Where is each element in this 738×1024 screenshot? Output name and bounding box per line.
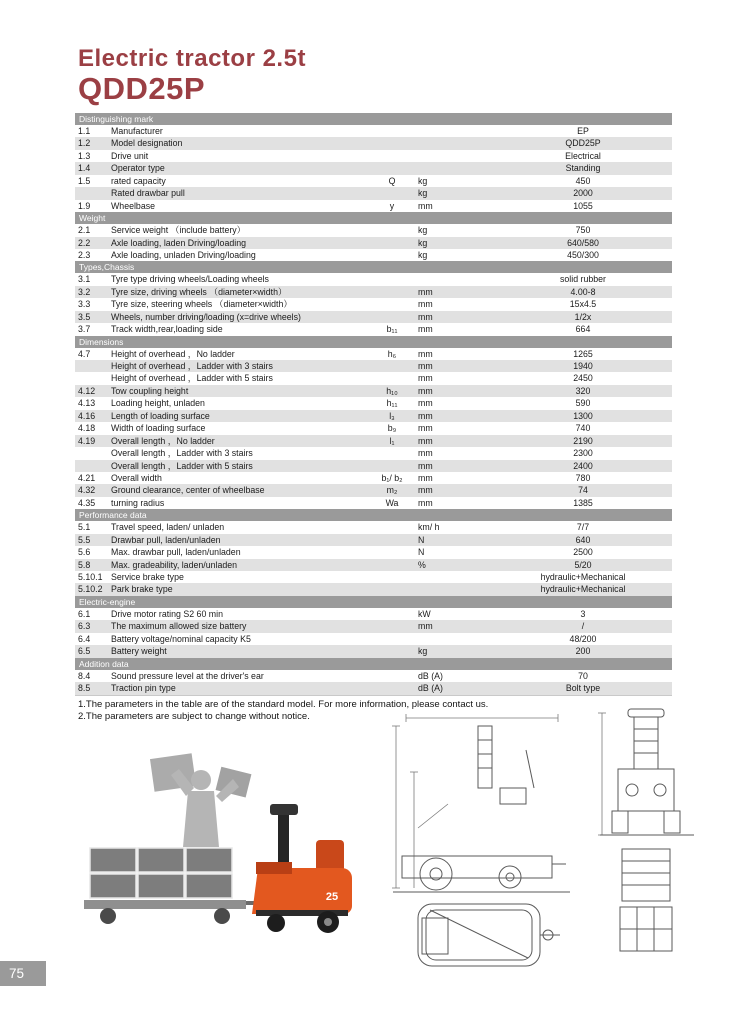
cell-no: 6.5 [78, 646, 91, 657]
cell-unit [418, 125, 494, 137]
cell-sym [366, 372, 418, 384]
cell-sym: h₁₁ [386, 398, 398, 409]
cart-boxes [90, 848, 232, 898]
cell-unit: kg [418, 175, 428, 186]
cell-sym [366, 620, 418, 632]
cell-sym [366, 670, 418, 682]
section-header: Distinguishing mark [75, 113, 672, 125]
cell-no [75, 187, 111, 199]
tractor [252, 804, 352, 933]
section-header: Performance data [75, 509, 672, 521]
cell-unit: mm [418, 348, 433, 359]
cell-desc: Tyre size, driving wheels （diameter×width） [111, 286, 287, 297]
cell-val: 5/20 [574, 559, 592, 570]
cell-sym [366, 521, 418, 533]
cell-val: 1265 [573, 348, 593, 359]
cell-sym [366, 583, 418, 595]
cell-desc: Battery voltage/nominal capacity K5 [111, 633, 251, 644]
cell-sym: Wa [385, 497, 399, 508]
cell-unit: mm [418, 398, 433, 409]
cell-no: 3.7 [78, 324, 91, 335]
table-row [75, 447, 672, 459]
cell-desc: Drive motor rating S2 60 min [111, 608, 223, 619]
cell-sym [366, 187, 418, 199]
cell-no: 1.2 [78, 138, 91, 149]
cell-sym [366, 249, 418, 261]
table-row [75, 397, 672, 409]
cell-unit [418, 137, 494, 149]
cell-unit: kg [418, 249, 428, 260]
cell-no [75, 460, 111, 472]
table-row [75, 645, 672, 657]
cell-val: / [581, 621, 585, 632]
table-row [75, 298, 672, 310]
footnote-line: 2.The parameters are subject to change without notice. [78, 710, 310, 722]
cell-sym [366, 125, 418, 137]
cell-val: 2400 [573, 460, 593, 471]
cell-no: 3.2 [78, 286, 91, 297]
cell-no: 4.13 [78, 398, 96, 409]
cell-val: 2450 [573, 373, 593, 384]
cell-val: 2000 [573, 188, 593, 199]
cell-desc: Max. drawbar pull, laden/unladen [111, 547, 241, 558]
cell-val: 15x4.5 [569, 299, 597, 310]
cell-val: 1940 [573, 361, 593, 371]
cell-unit: mm [418, 385, 433, 396]
cell-no: 5.6 [78, 547, 91, 558]
cell-unit: dB (A) [418, 670, 443, 681]
cell-unit: mm [418, 497, 433, 508]
cell-val: 1385 [573, 497, 593, 508]
table-row [75, 559, 672, 571]
section-header: Electric-engine [75, 596, 672, 608]
dimension-lines [598, 713, 606, 835]
cell-unit [418, 150, 494, 162]
table-row [75, 200, 672, 212]
cell-sym: y [389, 200, 395, 211]
cell-val: 4.00-8 [570, 286, 596, 297]
cell-no: 6.1 [78, 608, 91, 619]
table-row [75, 670, 672, 682]
cell-unit: mm [418, 460, 433, 471]
cell-unit: mm [418, 410, 433, 421]
cell-no: 3.3 [78, 299, 91, 310]
cell-desc: Manufacturer [111, 126, 163, 136]
battery-views [620, 849, 672, 951]
cell-desc: Wheels, number driving/loading (x=drive wheels) [111, 311, 301, 322]
cell-sym: b₁/ b₂ [381, 472, 403, 483]
cell-val: 640/580 [567, 237, 599, 248]
cell-unit: mm [418, 435, 433, 446]
cell-val: 1055 [573, 200, 593, 211]
cell-sym: b₉ [387, 423, 397, 434]
cell-desc: Height of overhead ，No ladder [111, 348, 235, 359]
table-row [75, 583, 672, 595]
side-view-drawing [388, 708, 576, 976]
cell-no: 4.32 [78, 485, 96, 496]
table-row [75, 125, 672, 137]
cell-val: 2190 [573, 435, 593, 446]
cell-desc: Length of loading surface [111, 410, 210, 421]
cell-unit: mm [418, 472, 433, 483]
table-row [75, 137, 672, 149]
cell-unit: mm [418, 485, 433, 496]
cell-val: 1/2x [574, 311, 592, 322]
cell-no: 2.2 [78, 237, 91, 248]
cell-no: 4.21 [78, 472, 96, 483]
table-row [75, 372, 672, 384]
cell-unit: mm [418, 423, 433, 434]
cell-unit [418, 583, 494, 595]
cell-desc: Drawbar pull, laden/unladen [111, 534, 221, 545]
cell-val: 740 [575, 423, 591, 434]
cell-desc: Tyre type driving wheels/Loading wheels [111, 274, 269, 285]
rear-view [600, 709, 694, 835]
table-row [75, 162, 672, 174]
table-row [75, 608, 672, 620]
title-block [78, 46, 306, 105]
cell-no: 4.12 [78, 385, 96, 396]
section-header: Dimensions [75, 336, 672, 348]
cell-sym [366, 460, 418, 472]
table-row [75, 620, 672, 632]
cell-unit [418, 571, 494, 583]
cell-val: hydraulic+Mechanical [540, 584, 626, 595]
cell-val: 640 [575, 534, 591, 545]
cell-sym [366, 534, 418, 546]
cell-sym: h₆ [387, 348, 397, 359]
cell-unit: mm [418, 200, 433, 211]
table-row [75, 435, 672, 447]
table-row [75, 348, 672, 360]
cell-val: 450 [575, 175, 591, 186]
cart [84, 900, 262, 924]
cell-desc: Overall width [111, 472, 162, 483]
cell-unit: kg [418, 237, 428, 248]
cell-unit: mm [418, 299, 433, 310]
cell-no: 4.35 [78, 497, 96, 508]
table-row [75, 460, 672, 472]
cell-no: 2.1 [78, 225, 91, 236]
cell-desc: Ground clearance, center of wheelbase [111, 485, 265, 496]
section-header: Types,Chassis [75, 261, 672, 273]
cell-val: 320 [575, 385, 591, 396]
cell-desc: Drive unit [111, 150, 149, 161]
cell-desc: Axle loading, unladen Driving/loading [111, 249, 256, 260]
cell-unit: kg [418, 188, 428, 199]
cell-val: 780 [575, 472, 591, 483]
table-row [75, 497, 672, 509]
table-row [75, 682, 672, 694]
plan-view [418, 904, 560, 966]
cell-no: 8.5 [78, 683, 91, 694]
cell-sym [366, 360, 418, 372]
cell-val: 200 [575, 646, 591, 657]
cell-no: 5.1 [78, 522, 91, 533]
table-row [75, 360, 672, 372]
cell-unit: mm [418, 286, 433, 297]
table-row [75, 422, 672, 434]
cell-val: Electrical [565, 150, 601, 161]
cell-desc: Max. gradeability, laden/unladen [111, 559, 238, 570]
cell-sym: Q [388, 175, 396, 186]
cell-no: 4.19 [78, 435, 96, 446]
table-row [75, 633, 672, 645]
cell-unit: kW [418, 608, 431, 619]
cell-unit: mm [418, 621, 433, 632]
cell-desc: Overall length ，No ladder [111, 435, 215, 446]
cell-val: 2300 [573, 448, 593, 459]
cell-desc: rated capacity [111, 175, 166, 186]
cell-unit: mm [418, 448, 433, 459]
table-row [75, 534, 672, 546]
cell-no: 1.3 [78, 150, 91, 161]
table-row [75, 273, 672, 285]
table-row [75, 286, 672, 298]
cell-desc: Service brake type [111, 572, 184, 582]
section-header: Addition data [75, 658, 672, 670]
cell-sym [366, 633, 418, 645]
table-row [75, 571, 672, 583]
cell-sym [366, 298, 418, 310]
cell-desc: The maximum allowed size battery [111, 621, 247, 632]
table-row [75, 150, 672, 162]
cell-val: Standing [565, 163, 601, 174]
model-title: QDD25P [78, 71, 206, 106]
cell-unit: mm [418, 311, 433, 322]
cell-no: 8.4 [78, 670, 91, 681]
cell-no [75, 360, 111, 372]
cell-desc: Model designation [111, 138, 183, 149]
cell-unit: N [418, 534, 425, 545]
cell-val: 7/7 [576, 522, 590, 533]
cell-no: 1.4 [78, 163, 91, 174]
cell-no: 3.5 [78, 311, 91, 322]
table-row [75, 323, 672, 335]
cell-desc: Wheelbase [111, 200, 156, 211]
cell-unit: kg [418, 646, 428, 657]
cell-desc: Width of loading surface [111, 423, 206, 434]
cell-no: 5.8 [78, 559, 91, 570]
table-row [75, 521, 672, 533]
cell-desc: Loading height, unladen [111, 398, 205, 409]
rear-view-drawing [596, 703, 698, 973]
cell-sym [366, 162, 418, 174]
cell-desc: Tow coupling height [111, 385, 189, 396]
cell-desc: Rated drawbar pull [111, 188, 185, 199]
tractor-model-label: 25 [325, 891, 339, 903]
cell-no: 4.18 [78, 423, 96, 434]
cell-val: 70 [578, 670, 588, 681]
cell-no [75, 372, 111, 384]
cell-unit: mm [418, 373, 433, 384]
table-row [75, 385, 672, 397]
cell-unit: km/ h [418, 522, 440, 533]
cell-no: 5.10.1 [78, 572, 103, 582]
cell-sym [366, 645, 418, 657]
cell-val: 74 [578, 485, 588, 496]
cell-desc: Height of overhead ，Ladder with 3 stairs [111, 361, 273, 371]
cell-sym [366, 447, 418, 459]
cell-desc: Overall length ，Ladder with 3 stairs [111, 448, 253, 459]
cell-sym [366, 224, 418, 236]
cell-unit: % [418, 559, 426, 570]
cell-no: 1.5 [78, 175, 91, 186]
cell-no: 5.5 [78, 534, 91, 545]
cell-unit: N [418, 547, 425, 558]
cell-desc: Service weight （include battery） [111, 225, 246, 236]
cell-val: 1300 [573, 410, 593, 421]
cell-no: 1.9 [78, 200, 91, 211]
cell-val: 750 [575, 225, 591, 236]
cell-sym: h₁₀ [386, 385, 398, 396]
table-row [75, 249, 672, 261]
cell-unit: mm [418, 361, 433, 371]
cell-sym [366, 559, 418, 571]
cell-sym [366, 137, 418, 149]
table-row [75, 484, 672, 496]
table-row [75, 472, 672, 484]
cell-sym: l₁ [389, 435, 395, 446]
cell-val: 450/300 [567, 249, 599, 260]
cell-unit: dB (A) [418, 683, 443, 694]
cell-desc: Height of overhead ，Ladder with 5 stairs [111, 373, 273, 384]
cell-sym [366, 571, 418, 583]
cell-no: 4.7 [78, 348, 91, 359]
cell-val: EP [577, 126, 589, 136]
cell-desc: Track width,rear,loading side [111, 324, 223, 335]
cell-unit: mm [418, 324, 433, 335]
cell-desc: Operator type [111, 163, 165, 174]
cell-desc: Battery weight [111, 646, 167, 657]
cell-desc: Park brake type [111, 584, 173, 595]
cell-unit [418, 273, 494, 285]
spec-table [75, 113, 672, 696]
cell-sym [366, 286, 418, 298]
cell-val: 664 [575, 324, 591, 335]
cell-no [75, 447, 111, 459]
dimension-lines [392, 714, 558, 888]
side-view [393, 726, 570, 892]
table-row [75, 546, 672, 558]
cell-no: 5.10.2 [78, 584, 103, 595]
cell-sym [366, 608, 418, 620]
table-row [75, 187, 672, 199]
cell-desc: Overall length ，Ladder with 5 stairs [111, 460, 253, 471]
cell-val: 48/200 [569, 633, 597, 644]
cell-unit [418, 633, 494, 645]
cell-unit [418, 162, 494, 174]
cell-sym [366, 311, 418, 323]
footnote-line: 1.The parameters in the table are of the standard model. For more information, please contact us. [78, 699, 489, 710]
cell-no: 3.1 [78, 274, 91, 285]
cell-val: Bolt type [565, 683, 601, 694]
cell-sym [366, 682, 418, 694]
table-row [75, 237, 672, 249]
cell-sym: m₂ [386, 485, 398, 496]
cell-desc: Tyre size, steering wheels （diameter×width） [111, 299, 293, 310]
cell-desc: turning radius [111, 497, 165, 508]
section-header: Weight [75, 212, 672, 224]
cell-desc: Traction pin type [111, 683, 176, 694]
product-photo-illustration [80, 750, 352, 956]
cell-val: 590 [575, 398, 591, 409]
cell-no: 1.1 [78, 126, 91, 136]
table-row [75, 311, 672, 323]
cell-no: 6.4 [78, 633, 91, 644]
cell-no: 6.3 [78, 621, 91, 632]
cell-desc: Sound pressure level at the driver's ear [111, 670, 264, 681]
cell-sym: l₃ [389, 410, 395, 421]
cell-sym [366, 546, 418, 558]
cell-desc: Travel speed, laden/ unladen [111, 522, 225, 533]
cell-val: 3 [580, 608, 586, 619]
table-row [75, 175, 672, 187]
page-number: 75 [0, 961, 46, 986]
cell-sym [366, 237, 418, 249]
cell-val: hydraulic+Mechanical [540, 572, 626, 582]
cell-unit: kg [418, 225, 428, 236]
page-title: Electric tractor 2.5t [78, 45, 306, 72]
cell-sym [366, 273, 418, 285]
table-row [75, 224, 672, 236]
cell-no: 4.16 [78, 410, 96, 421]
cell-desc: Axle loading, laden Driving/loading [111, 237, 246, 248]
cell-val: 2500 [573, 547, 593, 558]
table-row [75, 410, 672, 422]
cell-sym: b₁₁ [386, 324, 398, 335]
cell-val: QDD25P [565, 138, 601, 149]
cell-sym [366, 150, 418, 162]
cell-val: solid rubber [560, 274, 606, 285]
cell-no: 2.3 [78, 249, 91, 260]
